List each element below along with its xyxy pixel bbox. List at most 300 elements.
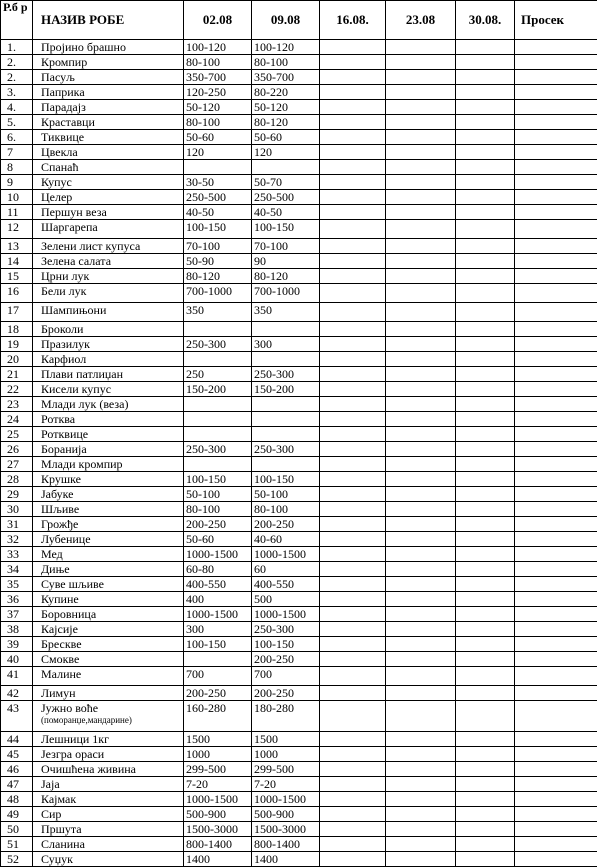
- price-date-2-cell: 500-900: [252, 807, 320, 822]
- price-date-5-cell: [456, 502, 515, 517]
- product-name-cell: Сир: [33, 807, 184, 822]
- price-date-3-cell: [320, 472, 386, 487]
- price-date-3-cell: [320, 160, 386, 175]
- product-name-cell: Кисели купус: [33, 382, 184, 397]
- product-name-cell: Очишћена живина: [33, 762, 184, 777]
- row-number-cell: 37: [1, 607, 33, 622]
- price-date-1-cell: 100-150: [184, 637, 252, 652]
- price-date-5-cell: [456, 652, 515, 667]
- product-name-cell: Пројино брашно: [33, 40, 184, 55]
- price-date-2-cell: 1000-1500: [252, 547, 320, 562]
- product-name-note: (поморанџе,мандарине): [41, 715, 132, 725]
- table-row: [1, 130, 597, 145]
- price-date-2-cell: 200-250: [252, 652, 320, 667]
- row-number-cell: 29: [1, 487, 33, 502]
- average-cell: [515, 115, 597, 130]
- product-name-cell: Суџук: [33, 852, 184, 867]
- price-date-1-cell: 50-120: [184, 100, 252, 115]
- price-date-2-cell: 100-150: [252, 472, 320, 487]
- price-date-1-cell: 50-60: [184, 130, 252, 145]
- price-date-5-cell: [456, 322, 515, 337]
- price-date-1-cell: [184, 322, 252, 337]
- table-row: [1, 667, 597, 686]
- average-cell: [515, 652, 597, 667]
- table-row: [1, 547, 597, 562]
- price-date-4-cell: [386, 562, 456, 577]
- price-date-4-cell: [386, 762, 456, 777]
- average-cell: [515, 837, 597, 852]
- average-cell: [515, 442, 597, 457]
- average-cell: [515, 254, 597, 269]
- row-number-cell: 45: [1, 747, 33, 762]
- price-date-5-cell: [456, 100, 515, 115]
- price-date-5-cell: [456, 822, 515, 837]
- table-row: [1, 837, 597, 852]
- row-number-cell: 39: [1, 637, 33, 652]
- price-date-4-cell: [386, 269, 456, 284]
- price-date-3-cell: [320, 55, 386, 70]
- header-date-4: 23.08: [386, 1, 456, 40]
- price-date-5-cell: [456, 686, 515, 701]
- price-date-1-cell: 300: [184, 622, 252, 637]
- price-date-1-cell: 1000-1500: [184, 792, 252, 807]
- product-name-cell: Купине: [33, 592, 184, 607]
- price-date-2-cell: 200-250: [252, 517, 320, 532]
- product-name-cell: Празилук: [33, 337, 184, 352]
- table-row: [1, 792, 597, 807]
- product-name-cell: Грожђе: [33, 517, 184, 532]
- average-cell: [515, 622, 597, 637]
- price-date-5-cell: [456, 792, 515, 807]
- table-row: [1, 337, 597, 352]
- price-date-5-cell: [456, 747, 515, 762]
- price-date-5-cell: [456, 85, 515, 100]
- average-cell: [515, 502, 597, 517]
- price-date-5-cell: [456, 532, 515, 547]
- row-number-cell: 35: [1, 577, 33, 592]
- price-date-2-cell: 60: [252, 562, 320, 577]
- price-date-4-cell: [386, 205, 456, 220]
- average-cell: [515, 852, 597, 867]
- average-cell: [515, 532, 597, 547]
- price-date-4-cell: [386, 322, 456, 337]
- row-number-cell: 21: [1, 367, 33, 382]
- price-date-1-cell: 1500: [184, 732, 252, 747]
- average-cell: [515, 205, 597, 220]
- price-date-5-cell: [456, 607, 515, 622]
- price-date-2-cell: 350-700: [252, 70, 320, 85]
- price-date-1-cell: 1500-3000: [184, 822, 252, 837]
- product-name-cell: Краставци: [33, 115, 184, 130]
- price-date-1-cell: 250-500: [184, 190, 252, 205]
- table-row: [1, 175, 597, 190]
- row-number-cell: 7: [1, 145, 33, 160]
- product-name-cell: Боровница: [33, 607, 184, 622]
- price-date-4-cell: [386, 175, 456, 190]
- row-number-cell: 2.: [1, 70, 33, 85]
- row-number-cell: 8: [1, 160, 33, 175]
- product-name-cell: Јаја: [33, 777, 184, 792]
- table-row: [1, 322, 597, 337]
- price-date-4-cell: [386, 652, 456, 667]
- price-date-4-cell: [386, 852, 456, 867]
- average-cell: [515, 427, 597, 442]
- header-row: [1, 1, 597, 40]
- price-date-4-cell: [386, 747, 456, 762]
- price-date-5-cell: [456, 807, 515, 822]
- table-row: [1, 412, 597, 427]
- price-date-3-cell: [320, 145, 386, 160]
- price-date-1-cell: [184, 652, 252, 667]
- product-name-cell: Млади кромпир: [33, 457, 184, 472]
- table-row: [1, 822, 597, 837]
- row-number-cell: 28: [1, 472, 33, 487]
- product-name-cell: Паприка: [33, 85, 184, 100]
- price-date-1-cell: 80-100: [184, 55, 252, 70]
- price-date-5-cell: [456, 472, 515, 487]
- row-number-cell: 46: [1, 762, 33, 777]
- row-number-cell: 32: [1, 532, 33, 547]
- table-row: [1, 100, 597, 115]
- price-date-2-cell: 400-550: [252, 577, 320, 592]
- price-date-1-cell: 200-250: [184, 517, 252, 532]
- price-date-5-cell: [456, 160, 515, 175]
- price-date-5-cell: [456, 130, 515, 145]
- average-cell: [515, 822, 597, 837]
- product-name-cell: Зелени лист купуса: [33, 239, 184, 254]
- price-date-1-cell: 700-1000: [184, 284, 252, 303]
- price-date-1-cell: 80-100: [184, 115, 252, 130]
- row-number-cell: 36: [1, 592, 33, 607]
- price-date-4-cell: [386, 457, 456, 472]
- price-date-4-cell: [386, 352, 456, 367]
- price-date-4-cell: [386, 55, 456, 70]
- price-date-1-cell: 250: [184, 367, 252, 382]
- row-number-cell: 31: [1, 517, 33, 532]
- price-date-3-cell: [320, 852, 386, 867]
- table-row: [1, 382, 597, 397]
- price-date-4-cell: [386, 701, 456, 732]
- price-date-2-cell: 100-120: [252, 40, 320, 55]
- product-name-cell: Језгра ораси: [33, 747, 184, 762]
- table-row: [1, 562, 597, 577]
- price-date-2-cell: 80-120: [252, 115, 320, 130]
- table-row: [1, 532, 597, 547]
- price-date-1-cell: 350-700: [184, 70, 252, 85]
- average-cell: [515, 303, 597, 322]
- price-date-2-cell: 299-500: [252, 762, 320, 777]
- price-date-1-cell: 1000-1500: [184, 607, 252, 622]
- product-name-cell: Целер: [33, 190, 184, 205]
- price-date-2-cell: [252, 427, 320, 442]
- product-name-cell: Парадајз: [33, 100, 184, 115]
- price-date-1-cell: 50-100: [184, 487, 252, 502]
- price-date-1-cell: 100-120: [184, 40, 252, 55]
- price-date-1-cell: 1000: [184, 747, 252, 762]
- price-date-3-cell: [320, 517, 386, 532]
- product-name-cell: Спанаћ: [33, 160, 184, 175]
- price-date-1-cell: 160-280: [184, 701, 252, 732]
- price-date-3-cell: [320, 205, 386, 220]
- price-date-1-cell: [184, 457, 252, 472]
- price-date-1-cell: 800-1400: [184, 837, 252, 852]
- table-row: [1, 592, 597, 607]
- average-cell: [515, 792, 597, 807]
- price-date-3-cell: [320, 562, 386, 577]
- price-date-1-cell: 400: [184, 592, 252, 607]
- price-date-1-cell: 40-50: [184, 205, 252, 220]
- price-date-5-cell: [456, 637, 515, 652]
- average-cell: [515, 322, 597, 337]
- price-date-2-cell: 1000: [252, 747, 320, 762]
- price-date-5-cell: [456, 397, 515, 412]
- row-number-cell: 19: [1, 337, 33, 352]
- row-number-cell: 41: [1, 667, 33, 686]
- price-date-1-cell: 1400: [184, 852, 252, 867]
- price-date-3-cell: [320, 792, 386, 807]
- price-date-5-cell: [456, 269, 515, 284]
- product-name-cell: Пасуљ: [33, 70, 184, 85]
- price-date-1-cell: 80-100: [184, 502, 252, 517]
- price-date-3-cell: [320, 442, 386, 457]
- price-date-3-cell: [320, 547, 386, 562]
- table-row: [1, 367, 597, 382]
- row-number-cell: 14: [1, 254, 33, 269]
- price-date-2-cell: 100-150: [252, 637, 320, 652]
- price-date-5-cell: [456, 777, 515, 792]
- price-date-2-cell: 250-300: [252, 622, 320, 637]
- price-date-3-cell: [320, 747, 386, 762]
- row-number-cell: 6.: [1, 130, 33, 145]
- price-date-3-cell: [320, 337, 386, 352]
- price-date-5-cell: [456, 40, 515, 55]
- average-cell: [515, 70, 597, 85]
- price-date-4-cell: [386, 85, 456, 100]
- price-date-3-cell: [320, 322, 386, 337]
- average-cell: [515, 40, 597, 55]
- price-date-2-cell: 80-100: [252, 55, 320, 70]
- price-date-5-cell: [456, 254, 515, 269]
- price-date-2-cell: 250-300: [252, 367, 320, 382]
- table-row: [1, 427, 597, 442]
- price-date-4-cell: [386, 517, 456, 532]
- price-date-5-cell: [456, 284, 515, 303]
- price-date-2-cell: [252, 457, 320, 472]
- table-row: [1, 457, 597, 472]
- average-cell: [515, 777, 597, 792]
- price-date-4-cell: [386, 732, 456, 747]
- price-date-3-cell: [320, 269, 386, 284]
- product-name-cell: Лубенице: [33, 532, 184, 547]
- price-date-2-cell: 50-100: [252, 487, 320, 502]
- price-date-2-cell: 40-50: [252, 205, 320, 220]
- product-name-cell: Ротква: [33, 412, 184, 427]
- price-date-1-cell: 120-250: [184, 85, 252, 100]
- price-date-4-cell: [386, 667, 456, 686]
- product-name-cell: Млади лук (веза): [33, 397, 184, 412]
- price-date-2-cell: 50-120: [252, 100, 320, 115]
- table-row: [1, 732, 597, 747]
- price-date-4-cell: [386, 487, 456, 502]
- price-date-5-cell: [456, 55, 515, 70]
- price-date-5-cell: [456, 487, 515, 502]
- price-date-5-cell: [456, 667, 515, 686]
- row-number-cell: 42: [1, 686, 33, 701]
- price-date-3-cell: [320, 762, 386, 777]
- price-date-1-cell: 1000-1500: [184, 547, 252, 562]
- average-cell: [515, 284, 597, 303]
- product-name-cell: Суве шљиве: [33, 577, 184, 592]
- product-name-cell: Брескве: [33, 637, 184, 652]
- table-row: [1, 472, 597, 487]
- price-date-1-cell: 30-50: [184, 175, 252, 190]
- price-date-5-cell: [456, 852, 515, 867]
- product-name-cell: Тиквице: [33, 130, 184, 145]
- price-date-4-cell: [386, 502, 456, 517]
- price-date-4-cell: [386, 284, 456, 303]
- price-date-4-cell: [386, 822, 456, 837]
- row-number-cell: 52: [1, 852, 33, 867]
- product-name-cell: Кајсије: [33, 622, 184, 637]
- product-name-cell: Сланина: [33, 837, 184, 852]
- price-date-4-cell: [386, 792, 456, 807]
- table-row: [1, 254, 597, 269]
- average-cell: [515, 55, 597, 70]
- price-date-3-cell: [320, 254, 386, 269]
- price-date-1-cell: 500-900: [184, 807, 252, 822]
- average-cell: [515, 762, 597, 777]
- average-cell: [515, 457, 597, 472]
- row-number-cell: 24: [1, 412, 33, 427]
- price-date-5-cell: [456, 145, 515, 160]
- row-number-cell: 22: [1, 382, 33, 397]
- price-date-4-cell: [386, 115, 456, 130]
- product-name-cell: Броколи: [33, 322, 184, 337]
- price-date-4-cell: [386, 637, 456, 652]
- price-date-5-cell: [456, 337, 515, 352]
- price-date-2-cell: 90: [252, 254, 320, 269]
- average-cell: [515, 547, 597, 562]
- price-date-5-cell: [456, 577, 515, 592]
- average-cell: [515, 130, 597, 145]
- price-date-1-cell: [184, 412, 252, 427]
- average-cell: [515, 352, 597, 367]
- price-date-1-cell: 150-200: [184, 382, 252, 397]
- price-date-3-cell: [320, 652, 386, 667]
- row-number-cell: 51: [1, 837, 33, 852]
- average-cell: [515, 220, 597, 239]
- product-name-cell: Диње: [33, 562, 184, 577]
- price-date-5-cell: [456, 352, 515, 367]
- price-date-3-cell: [320, 622, 386, 637]
- price-date-4-cell: [386, 367, 456, 382]
- average-cell: [515, 637, 597, 652]
- price-date-4-cell: [386, 382, 456, 397]
- row-number-cell: 25: [1, 427, 33, 442]
- price-date-1-cell: 100-150: [184, 220, 252, 239]
- product-name-cell: Лешници 1кг: [33, 732, 184, 747]
- table-row: [1, 701, 597, 732]
- table-row: [1, 622, 597, 637]
- row-number-cell: 3.: [1, 85, 33, 100]
- table-row: [1, 762, 597, 777]
- table-row: [1, 145, 597, 160]
- header-date-5: 30.08.: [456, 1, 515, 40]
- price-date-2-cell: 150-200: [252, 382, 320, 397]
- price-date-2-cell: 1000-1500: [252, 607, 320, 622]
- table-row: [1, 852, 597, 867]
- product-name-cell: Смокве: [33, 652, 184, 667]
- table-row: [1, 303, 597, 322]
- price-date-1-cell: 7-20: [184, 777, 252, 792]
- price-date-3-cell: [320, 70, 386, 85]
- average-cell: [515, 686, 597, 701]
- row-number-cell: 18: [1, 322, 33, 337]
- price-date-5-cell: [456, 762, 515, 777]
- average-cell: [515, 175, 597, 190]
- price-date-3-cell: [320, 701, 386, 732]
- price-date-4-cell: [386, 239, 456, 254]
- price-date-3-cell: [320, 284, 386, 303]
- product-name-cell: Лимун: [33, 686, 184, 701]
- table-row: [1, 747, 597, 762]
- average-cell: [515, 487, 597, 502]
- average-cell: [515, 701, 597, 732]
- price-date-3-cell: [320, 367, 386, 382]
- product-name-cell: Першун веза: [33, 205, 184, 220]
- price-date-5-cell: [456, 239, 515, 254]
- price-date-3-cell: [320, 175, 386, 190]
- price-date-2-cell: 70-100: [252, 239, 320, 254]
- price-date-1-cell: 100-150: [184, 472, 252, 487]
- table-row: [1, 85, 597, 100]
- price-date-3-cell: [320, 40, 386, 55]
- header-product-name: НАЗИВ РОБЕ: [33, 1, 184, 40]
- average-cell: [515, 412, 597, 427]
- price-date-5-cell: [456, 412, 515, 427]
- price-date-5-cell: [456, 175, 515, 190]
- price-date-2-cell: 50-70: [252, 175, 320, 190]
- table-row: [1, 160, 597, 175]
- row-number-cell: 49: [1, 807, 33, 822]
- average-cell: [515, 562, 597, 577]
- price-date-5-cell: [456, 547, 515, 562]
- header-date-3: 16.08.: [320, 1, 386, 40]
- price-date-5-cell: [456, 382, 515, 397]
- product-name-cell: [33, 701, 184, 732]
- row-number-cell: 16: [1, 284, 33, 303]
- price-date-4-cell: [386, 254, 456, 269]
- price-date-3-cell: [320, 837, 386, 852]
- price-date-1-cell: 299-500: [184, 762, 252, 777]
- price-date-3-cell: [320, 130, 386, 145]
- price-date-5-cell: [456, 457, 515, 472]
- price-date-5-cell: [456, 70, 515, 85]
- row-number-cell: 15: [1, 269, 33, 284]
- price-date-3-cell: [320, 822, 386, 837]
- row-number-cell: 12: [1, 220, 33, 239]
- price-date-3-cell: [320, 777, 386, 792]
- row-number-cell: 38: [1, 622, 33, 637]
- price-date-4-cell: [386, 686, 456, 701]
- price-date-5-cell: [456, 115, 515, 130]
- price-date-4-cell: [386, 592, 456, 607]
- price-date-4-cell: [386, 532, 456, 547]
- average-cell: [515, 472, 597, 487]
- row-number-cell: 5.: [1, 115, 33, 130]
- average-cell: [515, 807, 597, 822]
- price-date-3-cell: [320, 115, 386, 130]
